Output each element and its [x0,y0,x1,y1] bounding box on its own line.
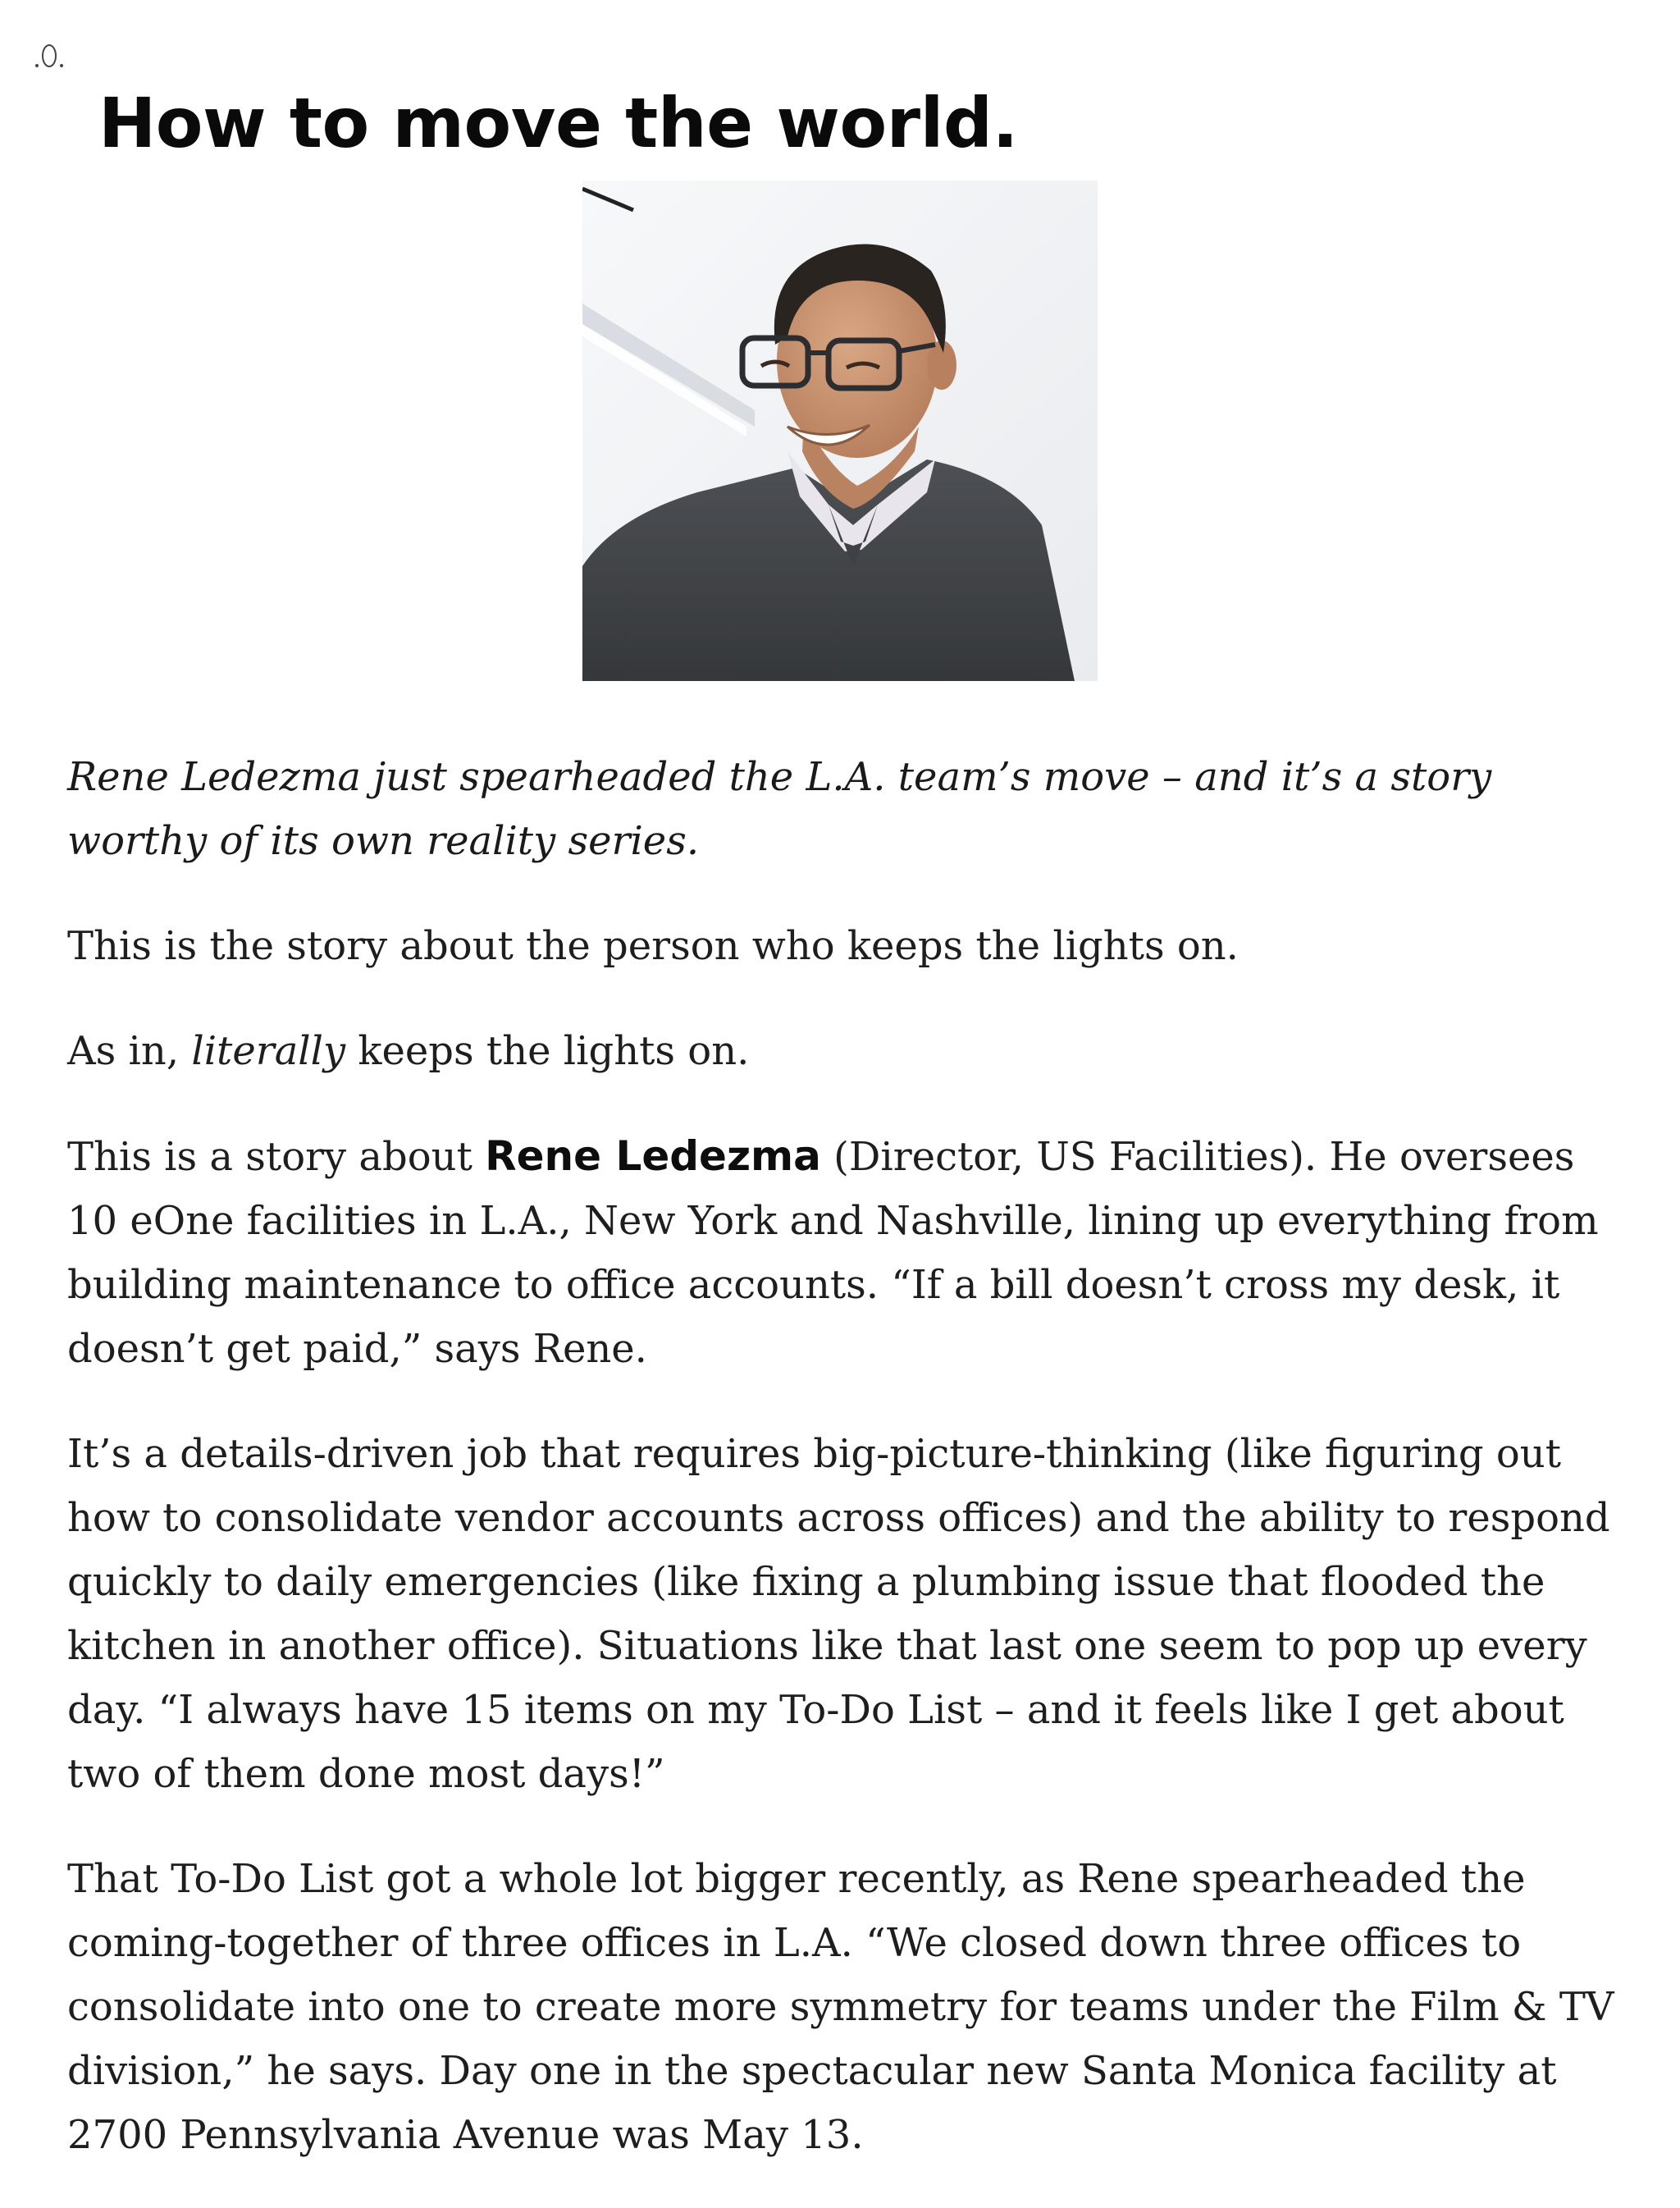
portrait-photo [582,181,1098,681]
page-title: How to move the world. [98,83,1018,163]
emphasis-text: literally [191,1028,346,1074]
brand-logo-icon[interactable] [33,39,66,72]
article-paragraph: That To-Do List got a whole lot bigger recently, as Rene spearheaded the coming-together of three offices in L.A. “We closed down three offices to consolidate into one to create more symmetry for teams under the Film & TV division,” he says. Day one in the spectacular new Santa Monica facility at 2700 Pennsylvania Avenue was May 13. [67,1856,1614,2158]
article-paragraph: This is the story about the person who keeps the lights on. [67,923,1239,969]
article-lede: Rene Ledezma just spearheaded the L.A. team’s move – and it’s a story worthy of its own reality series. [67,754,1492,864]
article-paragraph: It’s a details-driven job that requires big-picture-thinking (like figuring out how to consolidate vendor accounts across offices) and the ability to respond quickly to daily emergencies (like fixing a plumbing issue that flooded the kitchen in another office). Situations like that last one seem to pop up every day. “I always have 15 items on my To-Do List – and it feels like I get about two of them done most days!” [67,1431,1610,1797]
article-paragraph: As in, literally keeps the lights on. [67,1028,750,1074]
article-paragraph: This is a story about Rene Ledezma (Director, US Facilities). He oversees 10 eOne facilities in L.A., New York and Nashville, lining up everything from building maintenance to office accounts. “If a bill doesn’t cross my desk, it doesn’t get paid,” says Rene. [67,1132,1599,1372]
article-body [67,745,1626,2208]
person-name: Rene Ledezma [485,1132,821,1180]
